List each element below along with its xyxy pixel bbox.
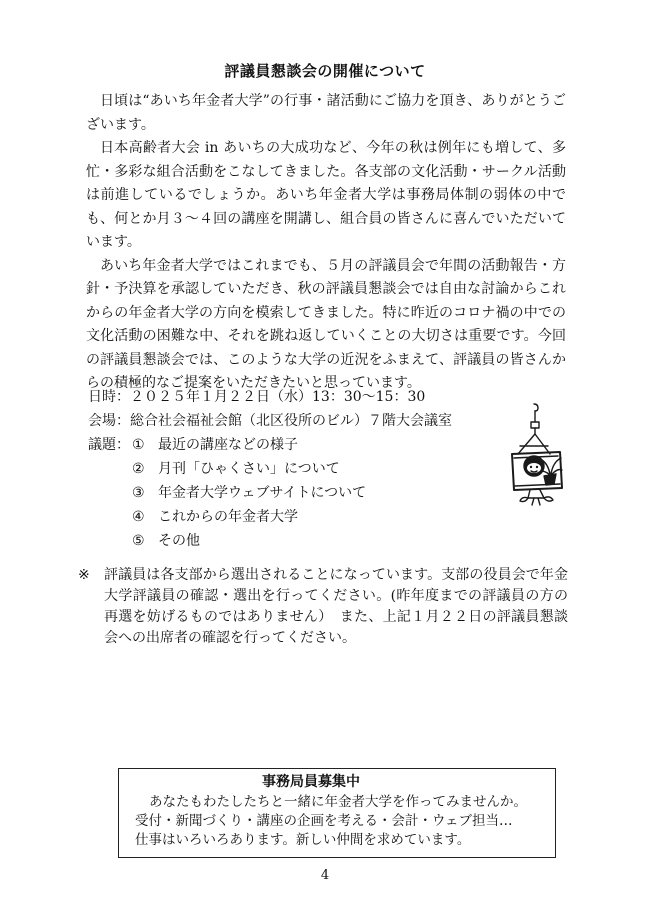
agenda-number: ③ <box>132 485 145 501</box>
recruitment-box <box>118 768 556 858</box>
recruitment-title: 事務局員募集中 <box>262 774 360 790</box>
agenda-item <box>88 481 508 505</box>
agenda-number: ⑤ <box>132 533 145 549</box>
agenda-text: 月刊「ひゃくさい」について <box>158 461 340 477</box>
agenda-number: ① <box>132 437 145 453</box>
note-mark: ※ <box>78 567 90 583</box>
paragraph-purpose: あいち年金者大学ではこれまでも、５月の評議員会で年間の活動報告・方針・予決算を承認していただき、秋の評議員懇談会では自由な討論からこれからの年金者大学の方向を模索してきました。特に昨近のコロナ禍の中での文化活動の困難な中、それを跳ね返していくことの大切さは重要です。今回の評議員懇談会では、このような大学の近況をふまえて、評議員の皆さんからの積極的なご提案をいただきたいと思っています。 <box>86 257 566 391</box>
venue-value: 総合社会福祉会館（北区役所のビル）７階大会議室 <box>130 413 452 429</box>
agenda-number: ② <box>132 461 145 477</box>
agenda-item <box>88 505 508 529</box>
datetime-value: ２０２５年１月２２日（水）13：30～15：30 <box>130 389 426 405</box>
meeting-datetime-row <box>88 385 508 409</box>
page-number: 4 <box>320 868 330 883</box>
agenda-text: 最近の講座などの様子 <box>158 437 298 453</box>
datetime-label: 日時： <box>88 389 130 405</box>
page-title: 評議員懇談会の開催について <box>224 62 426 80</box>
agenda-label: 議題： <box>88 437 130 453</box>
recruitment-line: 受付・新聞づくり・講座の企画を考える・会計・ウェブ担当… <box>135 813 513 829</box>
agenda-list <box>88 433 508 553</box>
meeting-info <box>88 385 508 553</box>
note-text: 評議員は各支部から選出されることになっています。支部の役員会で年金大学評議員の確認・選出を行ってください。(昨年度までの評議員の方の再選を妨げるものではありません） また、上記１月２２日の評議員懇談会への出席者の確認を行ってください。 <box>104 567 568 646</box>
paragraph-greeting: 日頃は“あいち年金者大学”の行事・諸活動にご協力を頂き、ありがとうございます。 <box>86 93 566 133</box>
hanging-plant-illustration <box>490 402 580 506</box>
paragraph-activities: 日本高齢者大会 in あいちの大成功など、今年の秋は例年にも増して、多忙・多彩な組合活動をこなしてきました。各支部の文化活動・サークル活動は前進しているでしょうか。あいち年金者大学は事務局体制の弱体の中でも、何とか月３～４回の講座を開講し、組合員の皆さんに喜んでいただいています。 <box>86 140 566 250</box>
agenda-text: その他 <box>158 533 200 549</box>
recruitment-line: あなたもわたしたちと一緒に年金者大学を作ってみませんか。 <box>149 794 527 810</box>
agenda-item <box>88 457 508 481</box>
body-text <box>86 90 566 396</box>
agenda-text: 年金者大学ウェブサイトについて <box>158 485 367 501</box>
meeting-venue-row <box>88 409 508 433</box>
agenda-text: これからの年金者大学 <box>158 509 298 525</box>
agenda-item <box>88 433 508 457</box>
agenda-number: ④ <box>132 509 145 525</box>
agenda-item <box>88 529 508 553</box>
venue-label: 会場： <box>88 413 130 429</box>
recruitment-line: 仕事はいろいろあります。新しい仲間を求めています。 <box>135 832 471 848</box>
note-section <box>78 565 568 649</box>
